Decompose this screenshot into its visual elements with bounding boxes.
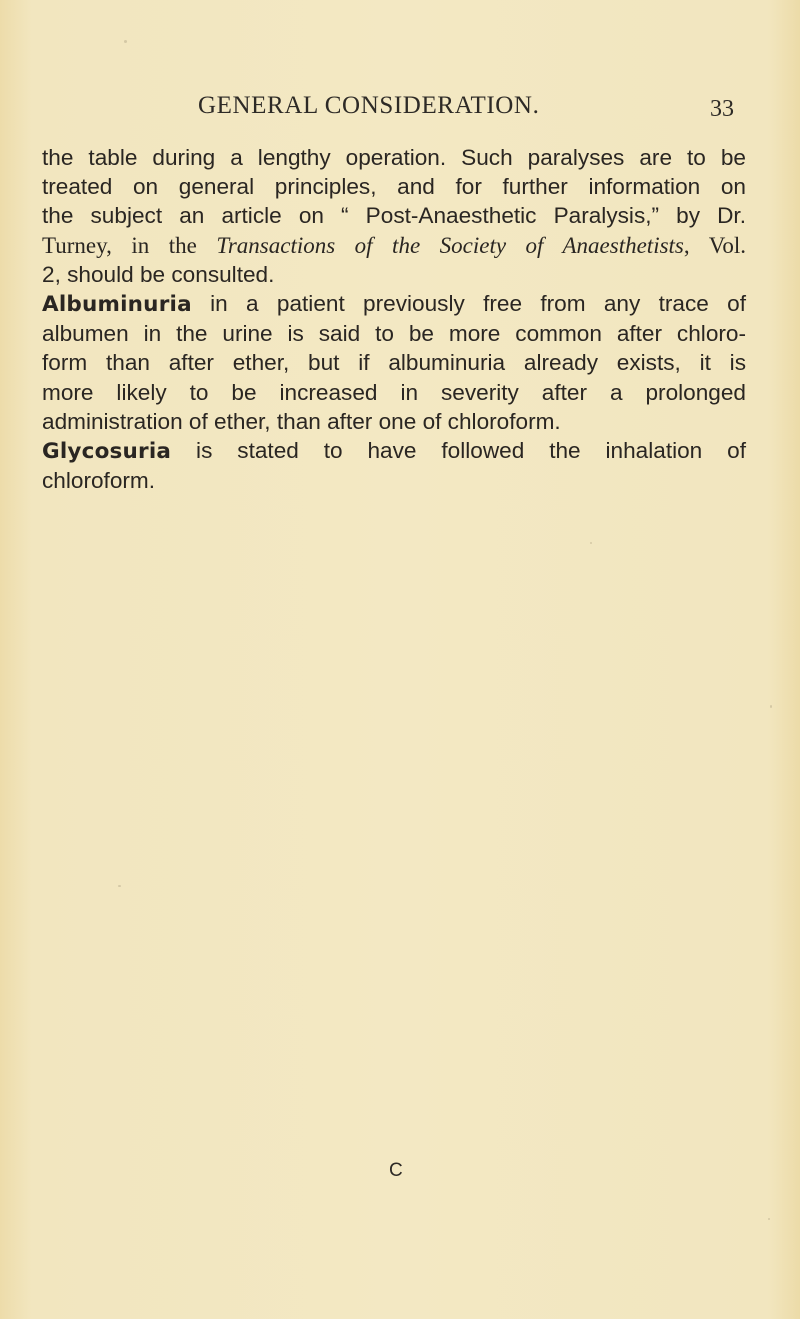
text-line: form than after ether, but if albuminuria already exists, it is: [42, 350, 746, 376]
text-line: chloroform.: [42, 468, 156, 494]
paper-speck: [590, 542, 592, 544]
page-number: 33: [710, 96, 734, 122]
text-line: the table during a lengthy operation. Such paralyses are to be: [42, 145, 746, 170]
paragraph-albuminuria: [42, 289, 746, 436]
paper-speck: [768, 1218, 770, 1220]
paper-speck: [118, 885, 121, 887]
text-fragment: Turney, in the: [42, 232, 217, 258]
text-line: albumen in the urine is said to be more common after chloro-: [42, 321, 746, 347]
text-fragment: is stated to have followed the inhalation of: [171, 438, 746, 464]
runin-heading-glycosuria: Glycosuria: [42, 439, 172, 465]
signature-mark: C: [389, 1160, 403, 1181]
running-head: [0, 92, 800, 126]
body-text: [42, 143, 746, 495]
runin-heading-albuminuria: Albuminuria: [42, 292, 192, 318]
running-head-title: GENERAL CONSIDERATION.: [198, 92, 540, 119]
text-line-with-citation: [42, 231, 746, 260]
text-fragment: , Vol.: [683, 232, 746, 258]
text-line: administration of ether, than after one of chloroform.: [42, 408, 561, 434]
paper-speck: [124, 40, 127, 43]
text-line: treated on general principles, and for further information on: [42, 174, 746, 200]
paper-speck: [770, 705, 772, 708]
paragraph-paralyses: [42, 143, 746, 289]
text-line: the subject an article on “ Post-Anaesthetic Paralysis,” by Dr.: [42, 203, 746, 229]
paragraph-glycosuria: [42, 436, 746, 495]
text-line: more likely to be increased in severity after a prolonged: [42, 379, 746, 405]
text-line: [42, 436, 746, 466]
journal-title: Transactions of the Society of Anaesthetists: [216, 232, 684, 258]
text-fragment: in a patient previously free from any trace of: [191, 291, 746, 317]
text-line: [42, 289, 746, 319]
text-line: 2, should be consulted.: [42, 261, 275, 287]
